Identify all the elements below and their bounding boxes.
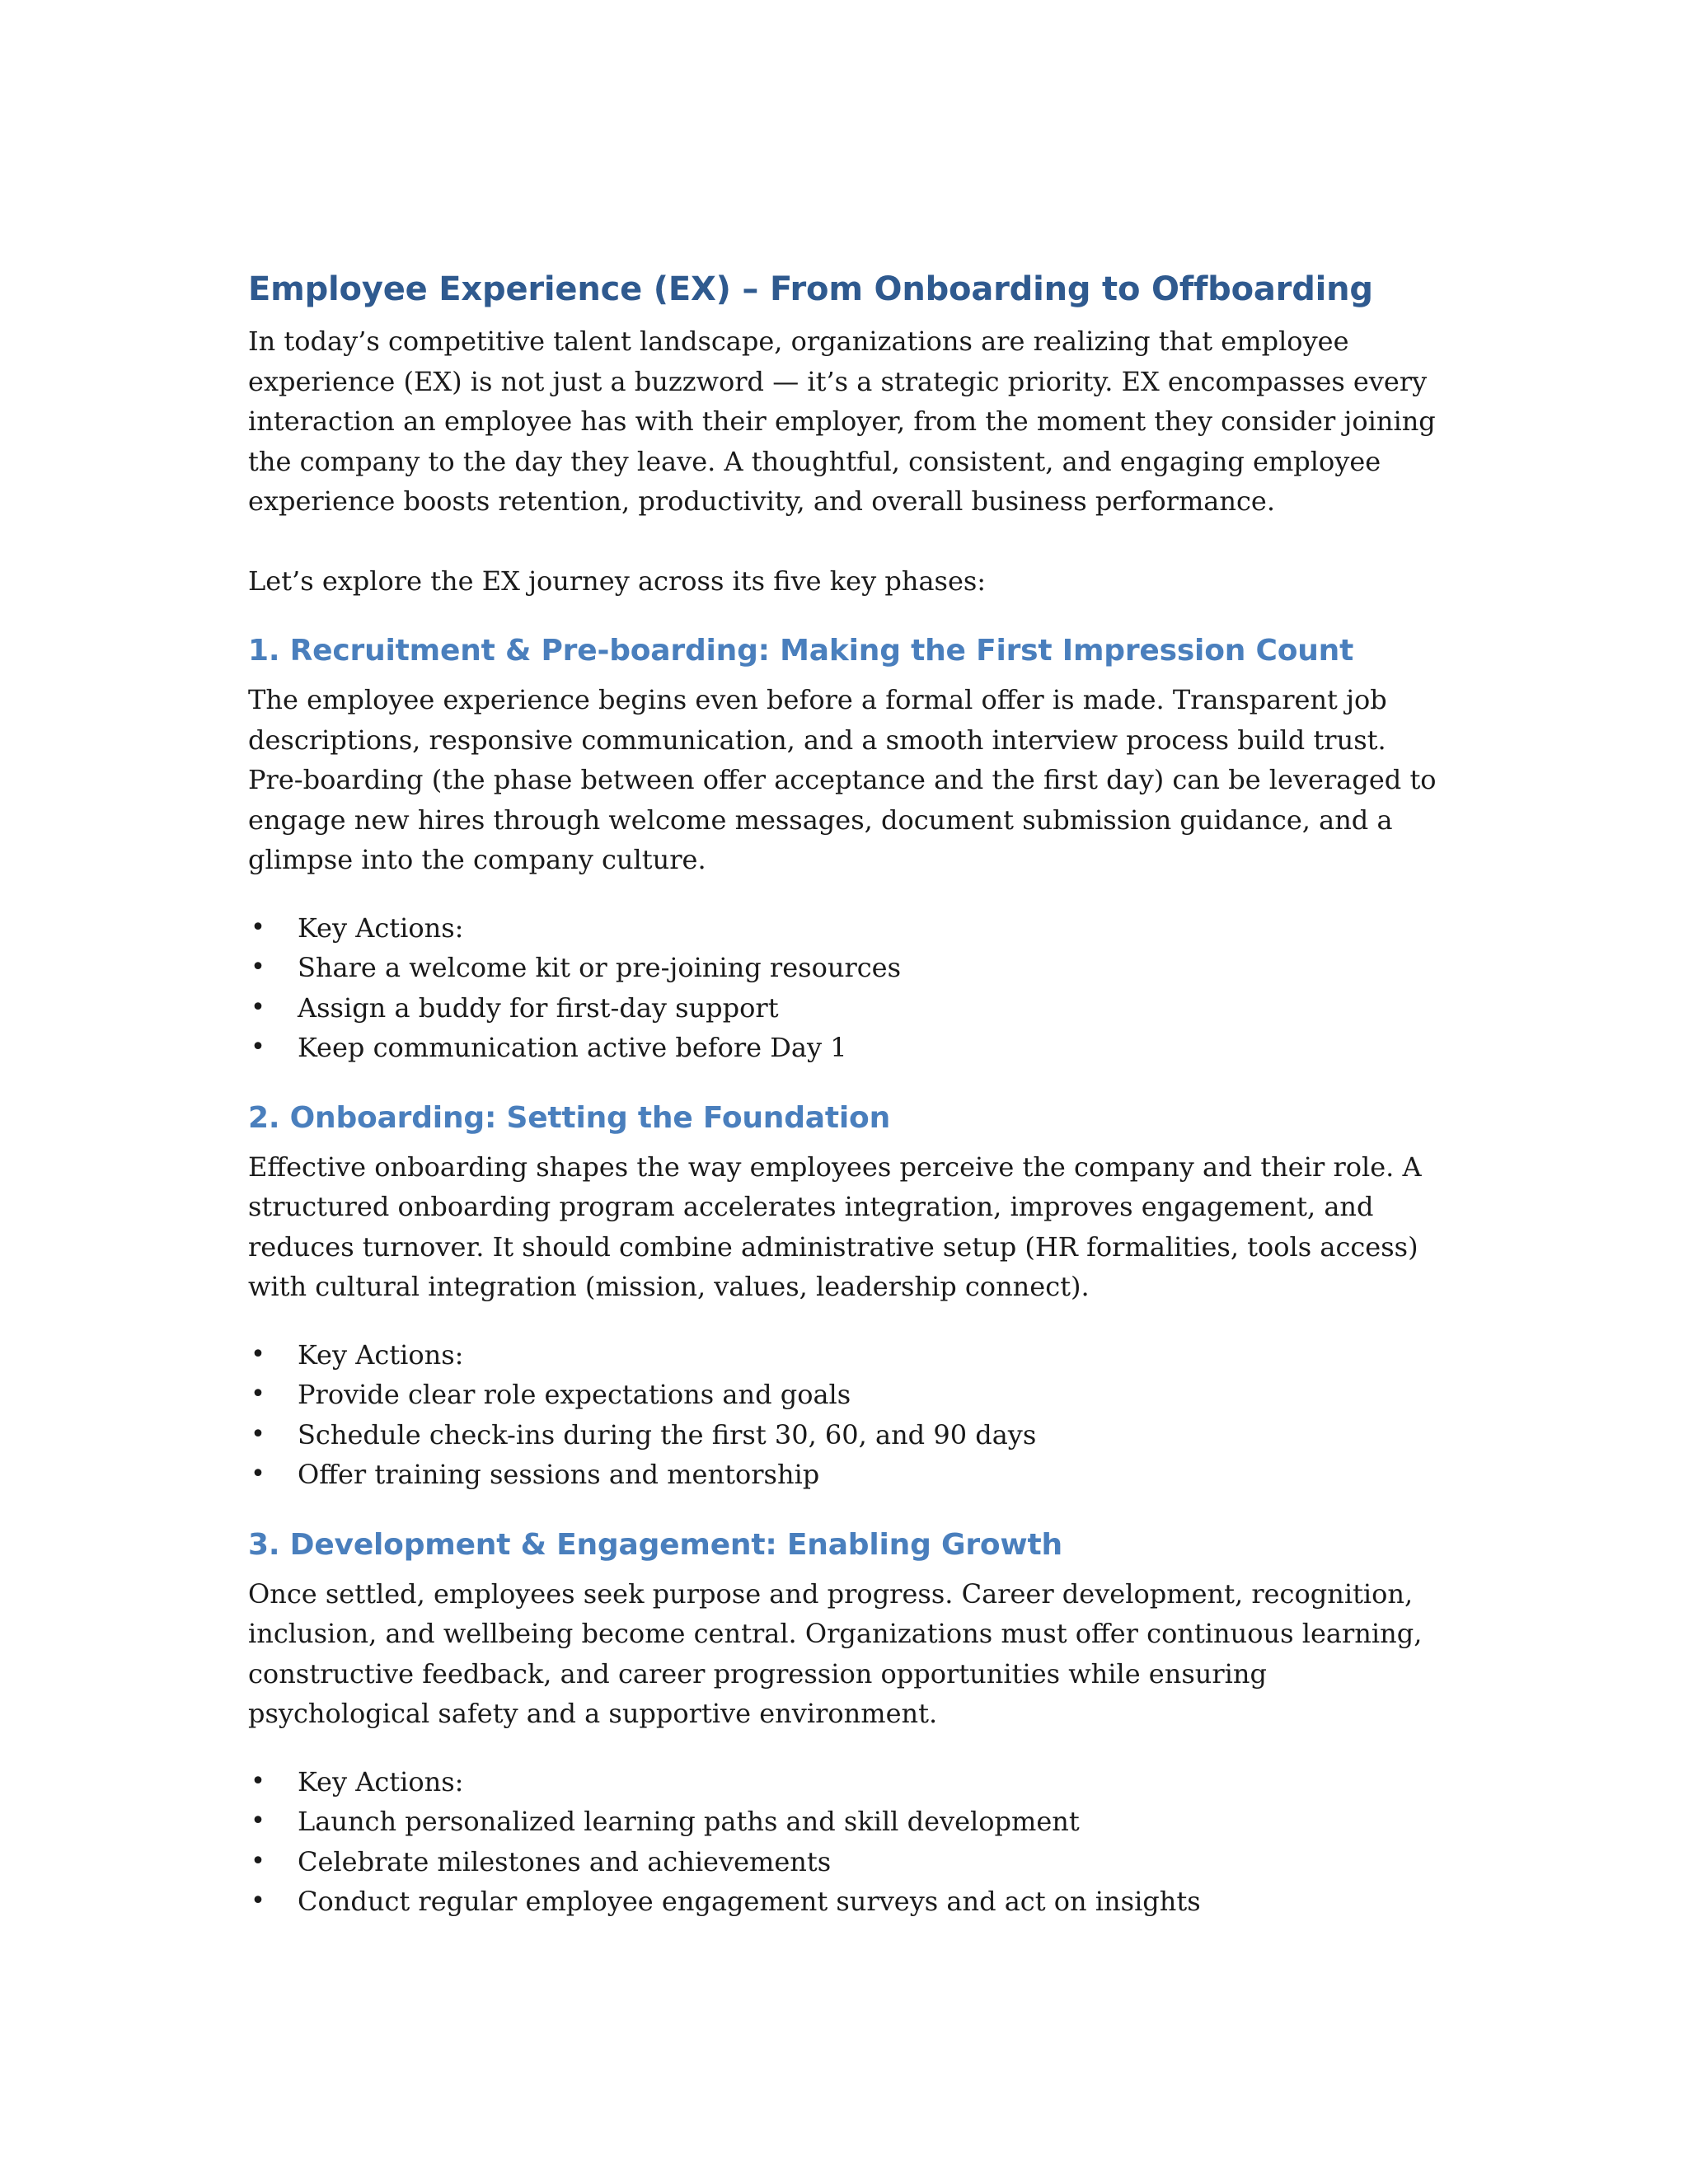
- list-item: [248, 1882, 1443, 1922]
- list-item-text: Share a welcome kit or pre-joining resources: [298, 952, 902, 983]
- document-body: [248, 262, 1443, 1922]
- list-item-text: Launch personalized learning paths and skill development: [298, 1806, 1080, 1837]
- bullet-icon: •: [251, 1033, 265, 1062]
- list-item: [248, 988, 1443, 1029]
- section-spacer: [248, 1495, 1443, 1520]
- list-item-text: Key Actions:: [298, 1765, 464, 1797]
- list-item: [248, 1762, 1443, 1802]
- list-item-text: Offer training sessions and mentorship: [298, 1459, 820, 1490]
- bullet-list-recruitment: [248, 908, 1443, 1068]
- intro-paragraph: In today’s competitive talent landscape, organizations are realizing that employee experience (EX) is not just a buzzword — it’s a strategic priority. EX encompasses every interaction an employee has with their employer, from the moment they consider joining the company to the day they leave. A thoughtful, consistent, and engaging employee experience boosts retention, productivity, and overall business performance.: [248, 326, 1436, 517]
- list-item: [248, 948, 1443, 988]
- list-spacer: [248, 1307, 1443, 1335]
- list-item: [248, 1842, 1443, 1882]
- list-spacer: [248, 880, 1443, 908]
- bullet-icon: •: [251, 1419, 265, 1449]
- list-item-text: Assign a buddy for first-day support: [298, 991, 779, 1024]
- section-body-onboarding: Effective onboarding shapes the way employees perceive the company and their role. A structured onboarding program accelerates integration, improves engagement, and reduces turnover. It should combine administrative setup (HR formalities, tools access) with cultural integration (mission, values, leadership connect).: [248, 1151, 1422, 1302]
- bullet-list-onboarding: [248, 1335, 1443, 1495]
- bullet-icon: •: [251, 992, 265, 1022]
- section-heading-recruitment: 1. Recruitment & Pre-boarding: Making the First Impression Count: [248, 634, 1354, 668]
- section-heading-development: 3. Development & Engagement: Enabling Growth: [248, 1527, 1062, 1562]
- section-heading-onboarding: 2. Onboarding: Setting the Foundation: [248, 1100, 890, 1135]
- list-item: [248, 1802, 1443, 1842]
- paragraph-spacer: [248, 522, 1443, 561]
- bullet-list-development: [248, 1762, 1443, 1922]
- list-item: [248, 1335, 1443, 1376]
- list-item-text: Key Actions:: [298, 912, 464, 944]
- list-item-text: Celebrate milestones and achievements: [298, 1845, 832, 1877]
- bullet-icon: •: [251, 1766, 265, 1796]
- bullet-icon: •: [251, 1380, 265, 1408]
- bullet-icon: •: [251, 1807, 265, 1835]
- list-item-text: Conduct regular employee engagement surveys and act on insights: [298, 1886, 1201, 1917]
- list-item: [248, 1028, 1443, 1068]
- bullet-icon: •: [251, 1460, 265, 1488]
- bullet-icon: •: [251, 1886, 265, 1915]
- section-spacer: [248, 601, 1443, 626]
- list-item: [248, 908, 1443, 949]
- list-item: [248, 1455, 1443, 1495]
- bullet-icon: •: [251, 1846, 265, 1876]
- section-body-recruitment: The employee experience begins even before a formal offer is made. Transparent job descriptions, responsive communication, and a smooth interview process build trust. Pre-boarding (the phase between offer acceptance and the first day) can be leveraged to engage new hires through welcome messages, document submission guidance, and a glimpse into the company culture.: [248, 684, 1437, 875]
- section-body-development: Once settled, employees seek purpose and progress. Career development, recognition, inclusion, and wellbeing become central. Organizations must offer continuous learning, constructive feedback, and career progression opportunities while ensuring psychological safety and a supportive environment.: [248, 1577, 1423, 1729]
- list-item-text: Schedule check-ins during the first 30, 60, and 90 days: [298, 1418, 1037, 1451]
- list-item: [248, 1415, 1443, 1455]
- list-item-text: Keep communication active before Day 1: [298, 1032, 847, 1063]
- document-title: Employee Experience (EX) – From Onboarding to Offboarding: [248, 270, 1373, 308]
- list-item: [248, 1375, 1443, 1415]
- bullet-icon: •: [251, 953, 265, 982]
- lead-in-paragraph: Let’s explore the EX journey across its five key phases:: [248, 565, 987, 597]
- section-spacer: [248, 1068, 1443, 1093]
- list-item-text: Provide clear role expectations and goals: [298, 1379, 851, 1410]
- list-item-text: Key Actions:: [298, 1338, 464, 1371]
- bullet-icon: •: [251, 912, 265, 942]
- list-spacer: [248, 1734, 1443, 1762]
- bullet-icon: •: [251, 1339, 265, 1369]
